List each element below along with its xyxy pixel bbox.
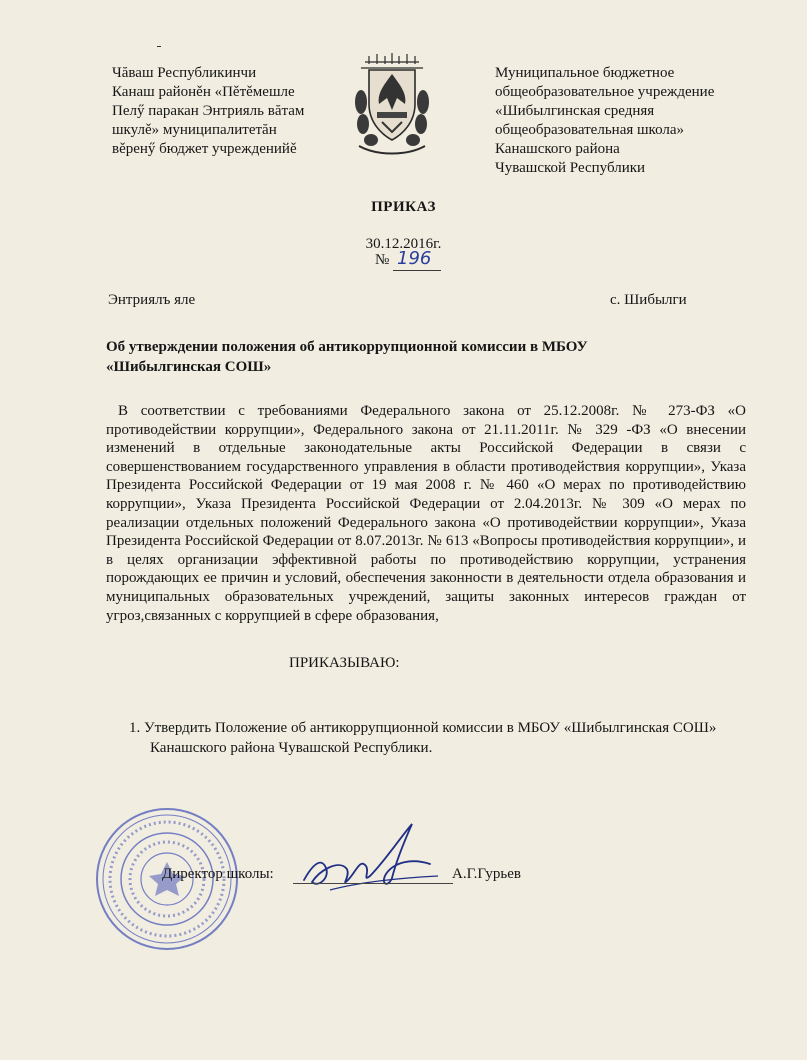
- order-item-line: 1. Утвердить Положение об антикоррупционной комиссии в МБОУ «Шибылгинская СОШ»: [129, 720, 717, 736]
- order-item-1: [129, 718, 716, 758]
- header-left-line: шкулě» муниципалитетăн: [112, 122, 277, 138]
- handwritten-number: 196: [397, 248, 432, 269]
- document-date: 30.12.2016г.: [365, 236, 442, 252]
- signature-title: Директор школы:: [162, 866, 274, 882]
- header-right-line: Канашского района: [495, 141, 620, 157]
- header-right-line: общеобразовательное учреждение: [495, 84, 715, 100]
- body-line: реализации отдельных положений Федерального закона «О противодействии коррупции», Указа: [106, 514, 746, 531]
- body-line: Президента Российской Федерации от 19 мая 2008 г. № 460 «О мерах по противодействию: [106, 477, 746, 494]
- document-body: [106, 402, 746, 625]
- body-line: противодействии коррупции», Федерального закона от 21.11.2011г. № 329 -ФЗ «О внесении: [106, 421, 746, 438]
- document-title: ПРИКАЗ: [371, 199, 436, 215]
- handwritten-signature-icon: [300, 818, 440, 898]
- body-line: порождающих ее причин и условий, обеспечения законности в деятельности отдела образования и: [106, 570, 746, 587]
- body-line: изменений в отдельные законодательные акты Российской Федерации в связи с: [106, 440, 746, 457]
- header-right-line: Муниципальное бюджетное: [495, 65, 675, 81]
- body-line: совершенствованием государственного управления в области противодействия коррупции», Указа: [106, 458, 746, 475]
- subject-line: Об утверждении положения об антикоррупционной комиссии в МБОУ: [106, 339, 588, 355]
- signature-line: [293, 883, 453, 884]
- header-right-line: «Шибылгинская средняя: [495, 103, 655, 119]
- header-right-line: Чувашской Республики: [495, 160, 646, 176]
- order-item-line: Канашского района Чувашской Республики.: [150, 740, 433, 756]
- number-label: №: [375, 252, 390, 268]
- number-underline: [393, 270, 441, 271]
- body-line: угроз,связанных с коррупцией в сфере образования,: [106, 607, 439, 624]
- header-left-line: Чăваш Республикинчи: [112, 65, 257, 81]
- header-left-line: Пелӳ паракан Энтрияль вăтам: [112, 103, 305, 119]
- signature-name: А.Г.Гурьев: [452, 866, 521, 882]
- body-line: муниципальных образовательных учреждений, защиты законных интересов граждан от: [106, 588, 746, 605]
- document-subject: [106, 337, 588, 377]
- scan-mark: [157, 46, 161, 47]
- document-number: [375, 248, 432, 269]
- header-right-block: [495, 64, 714, 178]
- order-word: ПРИКАЗЫВАЮ:: [289, 655, 400, 671]
- chuvash-emblem-icon: [347, 52, 437, 156]
- header-left-block: [112, 64, 304, 159]
- place-right: с. Шибылги: [610, 292, 687, 308]
- body-line: В соответствии с требованиями Федерального закона от 25.12.2008г. № 273-ФЗ «О: [118, 403, 746, 419]
- header-right-line: общеобразовательная школа»: [495, 122, 685, 138]
- body-line: коррупции», Указа Президента Российской Федерации от 2.04.2013г. № 309 «О мерах по: [106, 495, 746, 512]
- body-line: Президента Российской Федерации от 8.07.2013г. № 613 «Вопросы противодействия коррупции», и: [106, 533, 746, 550]
- header-left-line: Канаш районěн «Пěтěмешле: [112, 84, 295, 100]
- subject-line: «Шибылгинская СОШ»: [106, 359, 272, 375]
- body-line: в целях организации эффективной работы по противодействию коррупции, устранения: [106, 551, 746, 568]
- place-left: Энтриялъ яле: [108, 292, 196, 308]
- header-left-line: вěренӳ бюджет учрежденийě: [112, 141, 297, 157]
